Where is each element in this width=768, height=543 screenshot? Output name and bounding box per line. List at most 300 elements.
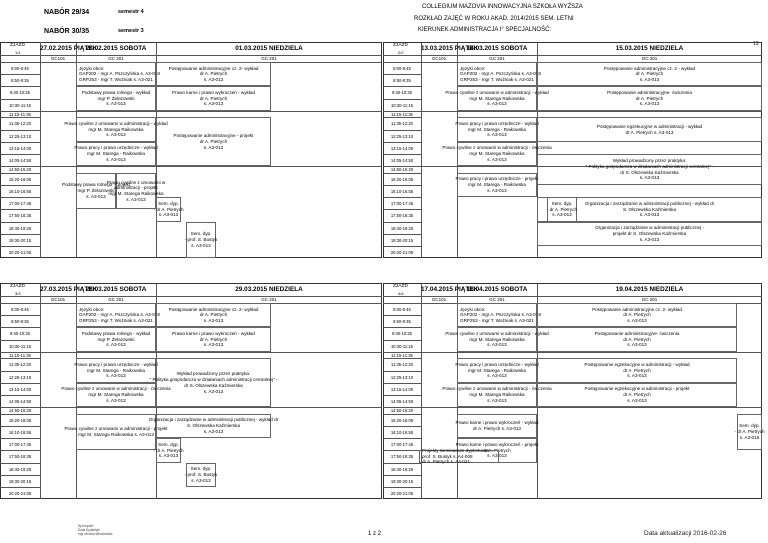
L-row-rule — [0, 166, 382, 167]
R-sat_langs-line: GAP202 - mgr A. Pszczyńska s. A3-018 — [460, 312, 541, 318]
L-time-label: 18:40-19:25 — [8, 466, 32, 472]
L-time-label: 20:20-21:05 — [8, 249, 32, 255]
R-time-label: 11:15-11:35 — [391, 352, 413, 358]
R-row-rule — [383, 487, 421, 488]
L-sun_pac1 — [156, 62, 271, 86]
L-time-label: 17:00-17:45 — [8, 442, 32, 448]
R-fri_sem — [419, 447, 499, 465]
L-sat_langs — [76, 303, 160, 327]
L-sun_sem2-line: Sem. dyp. — [190, 466, 212, 472]
stamp-line: mgr Monika Wiśniewska — [78, 532, 113, 536]
R-row-rule — [383, 426, 421, 427]
L-row-rule — [0, 426, 40, 427]
L-room-header: GC 201 — [261, 55, 277, 61]
R-day-header: 18.04.2015 SOBOTA — [466, 286, 528, 293]
L-row-rule — [0, 383, 40, 384]
R-sat_langs-line: GRP253 - mgr T. Woźniak s. A3-021 — [460, 77, 534, 83]
R-row-rule — [383, 371, 421, 372]
R-time-label: 8:50-9:35 — [393, 319, 411, 325]
L-sat_langs-line: Języki obce: — [79, 65, 105, 71]
L-sat_ppr — [76, 86, 156, 110]
L-zjazd-label: ZJAZD — [10, 43, 25, 48]
R-sat_cyw-line: Prawo cywilne z umowami w administracji - wykład — [445, 89, 549, 95]
L-sat_langs-line: GAP202 - mgr A. Pszczyńska s. A3-018 — [79, 312, 160, 318]
R-col-divider — [421, 283, 422, 499]
R-sat_pk-line: dr A. Pietrych s. A3-013 — [472, 425, 521, 431]
R-sun_pac_cw — [537, 327, 737, 351]
L-row-rule — [0, 117, 40, 118]
R-sun_org2-line: projekt dr S. Olszewska Kaźmierska — [612, 230, 687, 236]
R-sun_org2-line: s. A3-013 — [639, 236, 660, 242]
L-sat_pracy-line: Prawo pracy i prawo urzędnicze - wykład — [74, 145, 158, 151]
R-sun_org-line: s. A3-013 — [639, 212, 660, 218]
R-row-rule — [383, 475, 421, 476]
R-sun_sem-line: - dr A. Pietrych — [734, 429, 765, 435]
R-time-label: 18:40-19:25 — [390, 225, 414, 231]
L-sat_pracy — [76, 358, 156, 382]
L-sat_langs-line: Języki obce: — [79, 306, 105, 312]
R-sat_pracy-line: mgr M. Starega - Raikowska — [468, 126, 526, 132]
R-time-label: 14:50-15:20 — [390, 167, 414, 173]
R-sat_cyw2 — [442, 142, 552, 166]
R-sat_langs-line: GRP253 - mgr T. Woźniak s. A3-021 — [460, 318, 534, 324]
R-time-label: 10:30-11:15 — [390, 102, 414, 108]
R-sun_pac — [537, 62, 762, 86]
L-sun_sem1-line: s. A3-013 — [158, 453, 179, 459]
R-sun_egz-line: s. A3-013 — [627, 373, 647, 379]
L-sun_sem1-line: - dr A. Pietrych — [153, 447, 184, 453]
R-row-rule — [383, 117, 421, 118]
R-time-label: 16:10-16:55 — [390, 429, 414, 435]
L-sun_sem2-line: - prof. S. Bustyk — [184, 471, 218, 477]
L-row-rule — [0, 352, 382, 353]
R-row-rule — [383, 315, 421, 316]
L-sat_ppr-line: mgr P. Żelazowski — [97, 95, 135, 101]
R-sat_langs — [457, 303, 541, 327]
R-room-header: GC101 — [431, 55, 447, 61]
R-row-rule — [383, 407, 762, 408]
R-time-label: 8:00-8:45 — [393, 65, 411, 71]
R-day-header: 15.03.2015 NIEDZIELA — [615, 45, 684, 52]
R-row-rule — [383, 62, 421, 63]
L-time-label: 8:50-9:35 — [11, 319, 29, 325]
R-sat_pracy-line: s. A3-013 — [487, 132, 507, 138]
L-row-rule — [0, 438, 40, 439]
R-sun_pac-line: dr A. Pietrych — [623, 312, 651, 318]
R-time-label: 9:40-10:25 — [391, 331, 413, 337]
R-sat_pracy2-line: mgr M. Starega - Raikowska — [468, 182, 526, 188]
L-sat_ppr2-line: mgr P. Żelazowski — [77, 188, 115, 194]
nabor-2: NABÓR 30/35 — [44, 28, 90, 35]
R-sun_sem-line: s. A3-018 — [739, 434, 760, 440]
L-sat_pracy-line: Prawo pracy i prawo urzędnicze - wykład — [74, 361, 158, 367]
L-time-label: 19:30-20:15 — [8, 478, 32, 484]
R-sun_egz — [537, 117, 762, 141]
R-sat_pracy2-line: s. A3-013 — [487, 187, 507, 193]
L-sat_cyw-line: s. A3-013 — [106, 132, 126, 138]
L-row-rule — [0, 371, 40, 372]
L-col-divider — [40, 283, 41, 499]
L-sun_wyk-line: s. A3-013 — [203, 388, 224, 394]
L-row-rule — [0, 185, 40, 186]
L-sat_cyw — [64, 117, 168, 141]
L-row-rule — [0, 173, 40, 174]
L-sat_cyw2-line: mgr M. Starega Raikowska s. A3-013 — [78, 432, 154, 438]
R-time-label: 14:50-15:20 — [390, 408, 414, 414]
L-sat_cyw-line: Prawo cywilne z umowami w administracji - wykład — [64, 120, 168, 126]
L-sun_sem2 — [186, 463, 216, 487]
R-fri_sem-line: prof. S. Bustyk s. A4-008 — [422, 453, 473, 459]
L-row-rule — [0, 358, 40, 359]
R-sat_cyw2-line: s. A3-013 — [487, 397, 507, 403]
R-sat_sem-line: s. A3-013 — [552, 212, 572, 218]
schedule-title: ROZKŁAD ZAJĘĆ W ROKU AKAD. 2014/2015 SEM. LETNI — [414, 16, 574, 22]
R-sun_egz2-line: s. A3-013 — [627, 397, 647, 403]
L-sun_org-line: Organizacja i zarządzanie w administracji publicznej - wykład dr — [148, 417, 279, 423]
L-sun_sem2 — [186, 222, 216, 259]
R-sun_wyk — [537, 154, 762, 185]
L-sat_ppr-line: s. A3-013 — [106, 101, 126, 107]
R-sun_org — [537, 197, 762, 221]
page-number-label: 13 — [753, 41, 759, 47]
L-zjazd-number: 3/3 — [15, 291, 21, 296]
L-day-header: 28.03.2015 SOBOTA — [85, 286, 147, 293]
R-sun_pac-line: s. A3-013 — [627, 318, 647, 324]
R-time-label: 10:30-11:15 — [390, 343, 414, 349]
L-room-header: GC101 — [50, 55, 66, 61]
L-time-label: 14:50-15:20 — [8, 167, 32, 173]
L-room-header: GC 201 — [261, 296, 277, 302]
L-sun_sem1 — [153, 197, 184, 221]
R-sun_sem-line: Sem. dyp. — [739, 423, 760, 429]
R-sun_pac_cw-line: s. A3-013 — [639, 101, 660, 107]
R-row-rule — [383, 246, 421, 247]
R-row-rule — [383, 154, 421, 155]
L-time-label: 11:35-12:20 — [8, 121, 32, 127]
L-sat_cyw2-line: Prawo cywilne z umowami w — [106, 179, 166, 185]
R-sat_pracy-line: Prawo pracy i prawo urzędnicze - wykład — [455, 361, 539, 367]
L-sat_ppr — [76, 327, 156, 351]
R-row-rule — [383, 173, 421, 174]
R-sun_wyk-line: Wykład prowadzony przez praktyka: — [612, 158, 687, 164]
L-sun_pk-line: s. A3-013 — [203, 101, 224, 107]
L-time-label: 8:00-8:45 — [11, 306, 29, 312]
L-row-rule — [0, 222, 40, 223]
L-time-label: 12:25-13:10 — [8, 133, 32, 139]
L-sun_org-line: s. A3-013 — [203, 428, 224, 434]
L-sat_pracy-line: mgr M. Starega - Raikowska — [87, 367, 145, 373]
R-time-label: 11:35-12:20 — [390, 121, 414, 127]
R-time-label: 17:50-18:35 — [390, 454, 414, 460]
L-row-rule — [0, 475, 40, 476]
L-row-rule — [0, 154, 40, 155]
L-time-label: 14:50-15:20 — [8, 408, 32, 414]
R-sun_egz-line: Postępowanie egzekucyjne w administracji - wykład — [584, 361, 690, 367]
R-sun_pac-line: Postępowanie administracyjne cz. 2- wykład — [592, 306, 682, 312]
L-sun_pk-line: dr A. Pietrych — [199, 336, 228, 342]
R-sat_pracy-line: Prawo pracy i prawo urzędnicze - wykład — [455, 120, 539, 126]
L-time-label: 15:20-16:05 — [8, 176, 32, 182]
L-sat_cyw-line: mgr M. Starega Raikowska — [88, 392, 144, 398]
R-time-label: 18:40-19:25 — [390, 466, 414, 472]
stamp-line: Dział Dydaktyki — [78, 528, 100, 532]
R-sat_pracy2-line: Prawo pracy i prawo urzędnicze - projekt — [455, 176, 539, 182]
R-time-label: 20:20-21:05 — [390, 490, 414, 496]
L-sat_langs-line: GRP253 - mgr T. Woźniak s. A3-021 — [79, 77, 153, 83]
R-time-label: 13:15-14:00 — [390, 145, 414, 151]
L-sun_sem2-line: s. A3-013 — [191, 477, 211, 483]
R-sat_cyw2-line: Prawo cywilne z umowami w administracji - ćwiczenia — [442, 386, 552, 392]
L-sun_pk-line: dr A. Pietrych — [199, 95, 228, 101]
L-row-rule — [0, 234, 40, 235]
L-sat_cyw-line: mgr M. Starega Raikowska — [88, 126, 144, 132]
R-sun_pac-line: s. A3-013 — [639, 77, 660, 83]
L-row-rule — [0, 62, 40, 63]
R-row-rule — [383, 234, 421, 235]
L-sat_ppr-line: mgr P. Żelazowski — [97, 336, 135, 342]
R-sat_pk2-line: s. A3-013 — [487, 453, 507, 459]
R-time-label: 14:05-14:50 — [390, 157, 414, 163]
L-sun_pk-line: Prawo karne i prawo wykroczeń - wykład — [172, 89, 255, 95]
L-time-label: 11:15-11:35 — [9, 352, 31, 358]
R-sat_cyw2 — [442, 383, 552, 407]
L-row-rule — [0, 74, 40, 75]
R-time-label: 11:35-12:20 — [390, 362, 414, 368]
R-time-label: 15:20-16:05 — [390, 417, 414, 423]
L-sat_cyw2-line: s. A3-013 — [126, 196, 146, 202]
L-sun_pac-line: Postępowanie administracyjne cz. 2- wykład — [168, 306, 259, 312]
L-sat_pracy-line: mgr M. Starega - Raikowska — [87, 151, 145, 157]
R-sun_pac — [537, 303, 737, 327]
R-zjazd-label: ZJAZD — [393, 43, 408, 48]
L-time-label: 10:30-11:15 — [8, 102, 32, 108]
R-time-label: 20:20-21:05 — [390, 249, 414, 255]
R-sun_pac_cw-line: dr A. Pietrych — [623, 336, 651, 342]
R-room-header: GC 201 — [641, 296, 658, 302]
L-time-label: 19:30-20:15 — [8, 237, 32, 243]
L-sat_pracy-line: s. A3-013 — [106, 373, 126, 379]
R-time-label: 19:30-20:15 — [390, 237, 414, 243]
R-time-label: 9:40-10:25 — [391, 90, 413, 96]
R-sat_pk-line: Prawo karne i prawo wykroczeń - wykład — [455, 420, 539, 426]
R-day-header: 14.03.2015 SOBOTA — [466, 45, 528, 52]
R-fri_sem-line: dr A. Pietrych s. A4-021 — [422, 459, 471, 465]
R-row-rule — [383, 197, 421, 198]
R-row-rule — [383, 340, 421, 341]
R-sat_cyw — [445, 327, 549, 351]
L-time-label: 16:10-16:55 — [8, 188, 32, 194]
R-sat_cyw-line: s. A3-013 — [487, 101, 507, 107]
R-time-label: 11:15-11:35 — [391, 111, 413, 117]
L-sun_sem1-line: s. A3-013 — [158, 212, 179, 218]
L-sun_pk — [156, 327, 271, 351]
R-day-header: 17.04.2015 PIĄTEK — [421, 286, 479, 293]
R-sun_wyk-line: s. A3-013 — [639, 175, 660, 181]
R-sat_pracy-line: s. A3-013 — [487, 373, 507, 379]
L-sun_wyk-line: dr S. Olszewska Kaźmierska — [184, 382, 243, 388]
L-sat_ppr2-line: s. A3-013 — [86, 193, 106, 199]
L-time-label: 10:30-11:15 — [8, 343, 32, 349]
R-row-rule — [383, 99, 421, 100]
L-zjazd-label: ZJAZD — [10, 284, 25, 289]
R-row-rule — [383, 450, 421, 451]
L-sat_ppr-line: Podstawy prawa rolnego - wykład — [81, 89, 151, 95]
R-fri_sem-line: Projekty Seminarium dyplomowe: — [422, 447, 491, 453]
R-sat_pk2-line: dr A. Pietrych — [483, 447, 511, 453]
L-day-header: 29.03.2015 NIEDZIELA — [235, 286, 303, 293]
L-sun_org — [148, 414, 279, 438]
L-sun_wyk-line: " Polityka gospodarcza w działaniach administracji centralnej" - — [149, 377, 278, 383]
R-sun_egz-line: dr A. Pietrych s. A3-013 — [625, 129, 674, 135]
R-sun_pac-line: Postępowanie administracyjne cz. 2 - wykład — [603, 65, 696, 71]
R-row-rule — [383, 303, 421, 304]
L-row-rule — [0, 407, 382, 408]
R-sun_org2 — [537, 222, 762, 246]
R-sun_org-line: S. Olszewska Kaźmierska — [622, 206, 677, 212]
R-sun_pac_cw-line: Postępowanie administracyjne- ćwiczenia — [607, 89, 692, 95]
R-sun_egz-line: dr A. Pietrych — [623, 367, 651, 373]
R-time-label: 15:20-16:05 — [390, 176, 414, 182]
L-time-label: 12:25-13:10 — [8, 374, 32, 380]
update-date: Data aktualizacji 2016-02-26 — [644, 530, 727, 537]
L-time-label: 11:15-11:35 — [9, 111, 31, 117]
L-sat_ppr-line: Podstawy prawa rolnego - wykład — [81, 330, 151, 336]
R-sat_sem-line: Sem. dyp. — [551, 200, 573, 206]
R-row-rule — [383, 185, 421, 186]
R-sat_cyw-line: mgr M. Starega Raikowska — [469, 336, 525, 342]
L-time-label: 13:15-14:00 — [8, 145, 32, 151]
L-sat_pracy — [76, 142, 156, 166]
R-row-rule — [383, 86, 421, 87]
R-sat_cyw-line: Prawo cywilne z umowami w administracji - wykład — [445, 330, 549, 336]
L-row-rule — [0, 487, 40, 488]
L-sat_cyw2 — [64, 414, 168, 451]
R-room-header: GC 201 — [489, 55, 505, 61]
stamp-line: Sporządził: — [78, 524, 94, 528]
R-row-rule — [383, 222, 421, 223]
R-row-rule — [383, 327, 421, 328]
L-sun_sem2-line: - prof. S. Bustyk — [184, 237, 218, 243]
L-room-header: GC 201 — [108, 55, 124, 61]
L-time-label: 15:20-16:05 — [8, 417, 32, 423]
college-name: COLLEGIUM MAZOVIA INNOWACYJNA SZKOŁA WYŻSZA — [422, 4, 583, 10]
R-sat_cyw2-line: mgr M. Starega Raikowska — [469, 392, 525, 398]
L-sun_sem2-line: Sem. dyp. — [190, 231, 212, 237]
semestr-2: semestr 3 — [118, 28, 144, 34]
R-day-header: 13.03.2015 PIĄTEK — [421, 45, 479, 52]
R-time-label: 8:50-9:35 — [393, 78, 411, 84]
R-sun_pac_cw-line: dr A. Pietrych — [635, 95, 664, 101]
L-row-rule — [0, 111, 382, 112]
L-time-label: 17:50-18:35 — [8, 213, 32, 219]
L-sat_langs — [76, 62, 160, 86]
L-row-rule — [0, 142, 40, 143]
L-zjazd-number: 1/1 — [15, 50, 21, 55]
L-time-label: 13:15-14:00 — [8, 386, 32, 392]
R-time-label: 19:30-20:15 — [390, 478, 414, 484]
L-row-rule — [0, 327, 40, 328]
R-zjazd-number: 2/2 — [398, 50, 404, 55]
R-sat_cyw — [445, 86, 549, 110]
R-sat_cyw2-line: Prawo cywilne z umowami w administracji - ćwiczenia — [442, 145, 552, 151]
L-room-header: GC 201 — [108, 296, 124, 302]
L-time-label: 9:40-10:25 — [9, 90, 31, 96]
L-sun_pac-line: dr A. Pietrych — [199, 312, 228, 318]
R-time-label: 17:50-18:35 — [390, 213, 414, 219]
L-row-rule — [0, 246, 40, 247]
L-time-label: 17:00-17:45 — [8, 201, 32, 207]
L-time-label: 17:50-18:35 — [8, 454, 32, 460]
L-col-divider — [40, 42, 41, 258]
R-sun_egz2-line: Postępowanie egzekucyjne w administracji - projekt — [584, 386, 690, 392]
L-sun_sem1-line: Sem. dyp. — [158, 200, 179, 206]
L-time-label: 8:00-8:45 — [11, 65, 29, 71]
L-sat_ppr2-line: Podstawy prawa rolnego - projekt — [61, 182, 131, 188]
L-sun_pk-line: s. A3-013 — [203, 342, 224, 348]
L-sun_sem2-line: s. A3-013 — [191, 242, 211, 248]
R-time-label: 12:25-13:10 — [390, 133, 414, 139]
R-sat_sem-line: - dr A. Pietrych — [546, 206, 578, 212]
L-sat_cyw2 — [106, 173, 166, 210]
L-sat_cyw2-line: mgr M. Starega Raikowska — [108, 191, 164, 197]
R-room-header: GC101 — [431, 296, 447, 302]
R-sun_org2-line: Organizacja i zarządzanie w administracji publicznej - — [595, 225, 704, 231]
R-row-rule — [383, 142, 421, 143]
R-sun_wyk-line: " Polityka gospodarcza w działaniach administracji centralnej" - — [585, 163, 714, 169]
R-sat_pracy-line: mgr M. Starega - Raikowska — [468, 367, 526, 373]
R-col-divider — [421, 42, 422, 258]
R-sat_pk — [457, 414, 537, 438]
R-row-rule — [383, 383, 421, 384]
R-time-label: 17:00-17:45 — [390, 201, 414, 207]
L-row-rule — [0, 99, 40, 100]
R-sat_cyw2-line: mgr M. Starega Raikowska — [469, 151, 525, 157]
R-sat_pracy — [457, 117, 537, 141]
L-sun_sem1 — [153, 438, 184, 462]
L-sat_cyw2-line: administracji - projekt — [114, 185, 158, 191]
L-day-header: 27.02.2015 PIĄTEK — [40, 45, 98, 52]
L-row-rule — [0, 340, 40, 341]
L-sun_org-line: S. Olszewska Kaźmierska — [186, 423, 241, 429]
R-row-rule — [383, 414, 421, 415]
R-time-label: 12:25-13:10 — [390, 374, 414, 380]
semestr-1: semestr 4 — [118, 9, 144, 15]
L-sun_pk — [156, 86, 271, 110]
L-time-label: 14:05-14:50 — [8, 157, 32, 163]
L-time-label: 8:50-9:35 — [11, 78, 29, 84]
L-time-label: 16:10-16:55 — [8, 429, 32, 435]
R-time-label: 13:15-14:00 — [390, 386, 414, 392]
R-sun_egz — [537, 358, 737, 382]
R-sat_langs-line: Języki obce: — [460, 306, 486, 312]
R-sat_pracy2 — [457, 173, 537, 197]
L-row-rule — [0, 414, 40, 415]
R-sun_egz2-line: dr A. Pietrych — [623, 392, 651, 398]
R-time-label: 8:00-8:45 — [393, 306, 411, 312]
R-sun_egz2 — [537, 383, 737, 407]
R-sun_sem — [734, 414, 765, 451]
R-row-rule — [383, 395, 421, 396]
R-row-rule — [383, 358, 421, 359]
L-row-rule — [0, 209, 40, 210]
R-sat_langs-line: GAP202 - mgr A. Pszczyńska s. A3-018 — [460, 71, 541, 77]
L-sat_cyw-line: s. A3-013 — [106, 397, 126, 403]
L-sun_wyk-line: Wykład prowadzony przez praktyka: — [176, 371, 251, 377]
L-row-rule — [0, 450, 40, 451]
R-time-label: 14:05-14:50 — [390, 398, 414, 404]
R-sun_pac-line: dr A. Pietrych — [635, 71, 664, 77]
L-sat_langs-line: GRP253 - mgr T. Woźniak s. A3-021 — [79, 318, 153, 324]
